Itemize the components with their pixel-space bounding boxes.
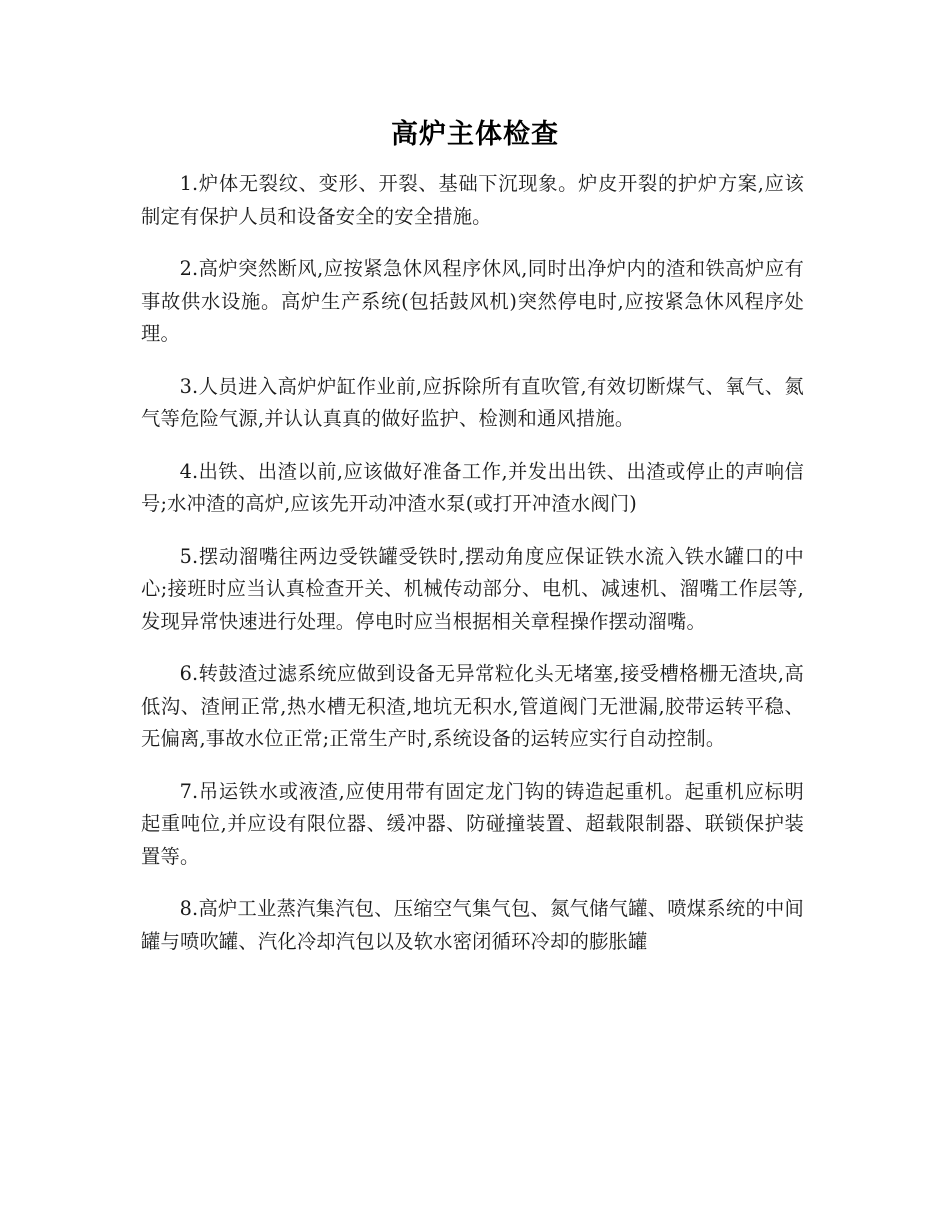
paragraph-3: 3.人员进入高炉炉缸作业前,应拆除所有直吹管,有效切断煤气、氧气、氮气等危险气源,并认认真真的做好监护、检测和通风措施。: [141, 374, 804, 430]
paragraph-1: 1.炉体无裂纹、变形、开裂、基础下沉现象。炉皮开裂的护炉方案,应该制定有保护人员和设备安全的安全措施。: [141, 172, 804, 228]
paragraph-4: 4.出铁、出渣以前,应该做好准备工作,并发出出铁、出渣或停止的声响信号;水冲渣的高炉,应该先开动冲渣水泵(或打开冲渣水阀门): [141, 459, 804, 515]
document-body: [141, 168, 804, 978]
paragraph-5: 5.摆动溜嘴往两边受铁罐受铁时,摆动角度应保证铁水流入铁水罐口的中心;接班时应当认真检查开关、机械传动部分、电机、减速机、溜嘴工作层等,发现异常快速进行处理。停电时应当根据相关章程操作摆动溜嘴。: [141, 544, 804, 633]
page-title: 高炉主体检查: [391, 119, 559, 150]
paragraph-2: 2.高炉突然断风,应按紧急休风程序休风,同时出净炉内的渣和铁高炉应有事故供水设施。高炉生产系统(包括鼓风机)突然停电时,应按紧急休风程序处理。: [141, 257, 804, 345]
paragraph-7: 7.吊运铁水或液渣,应使用带有固定龙门钩的铸造起重机。起重机应标明起重吨位,并应设有限位器、缓冲器、防碰撞装置、超载限制器、联锁保护装置等。: [141, 779, 804, 868]
paragraph-8: 8.高炉工业蒸汽集汽包、压缩空气集气包、氮气储气罐、喷煤系统的中间罐与喷吹罐、汽化冷却汽包以及软水密闭循环冷却的膨胀罐: [141, 897, 804, 953]
paragraph-6: 6.转鼓渣过滤系统应做到设备无异常粒化头无堵塞,接受槽格栅无渣块,高低沟、渣闸正常,热水槽无积渣,地坑无积水,管道阀门无泄漏,胶带运转平稳、无偏离,事故水位正常;正常生产时,系统设备的运转应实行自动控制。: [141, 662, 804, 750]
